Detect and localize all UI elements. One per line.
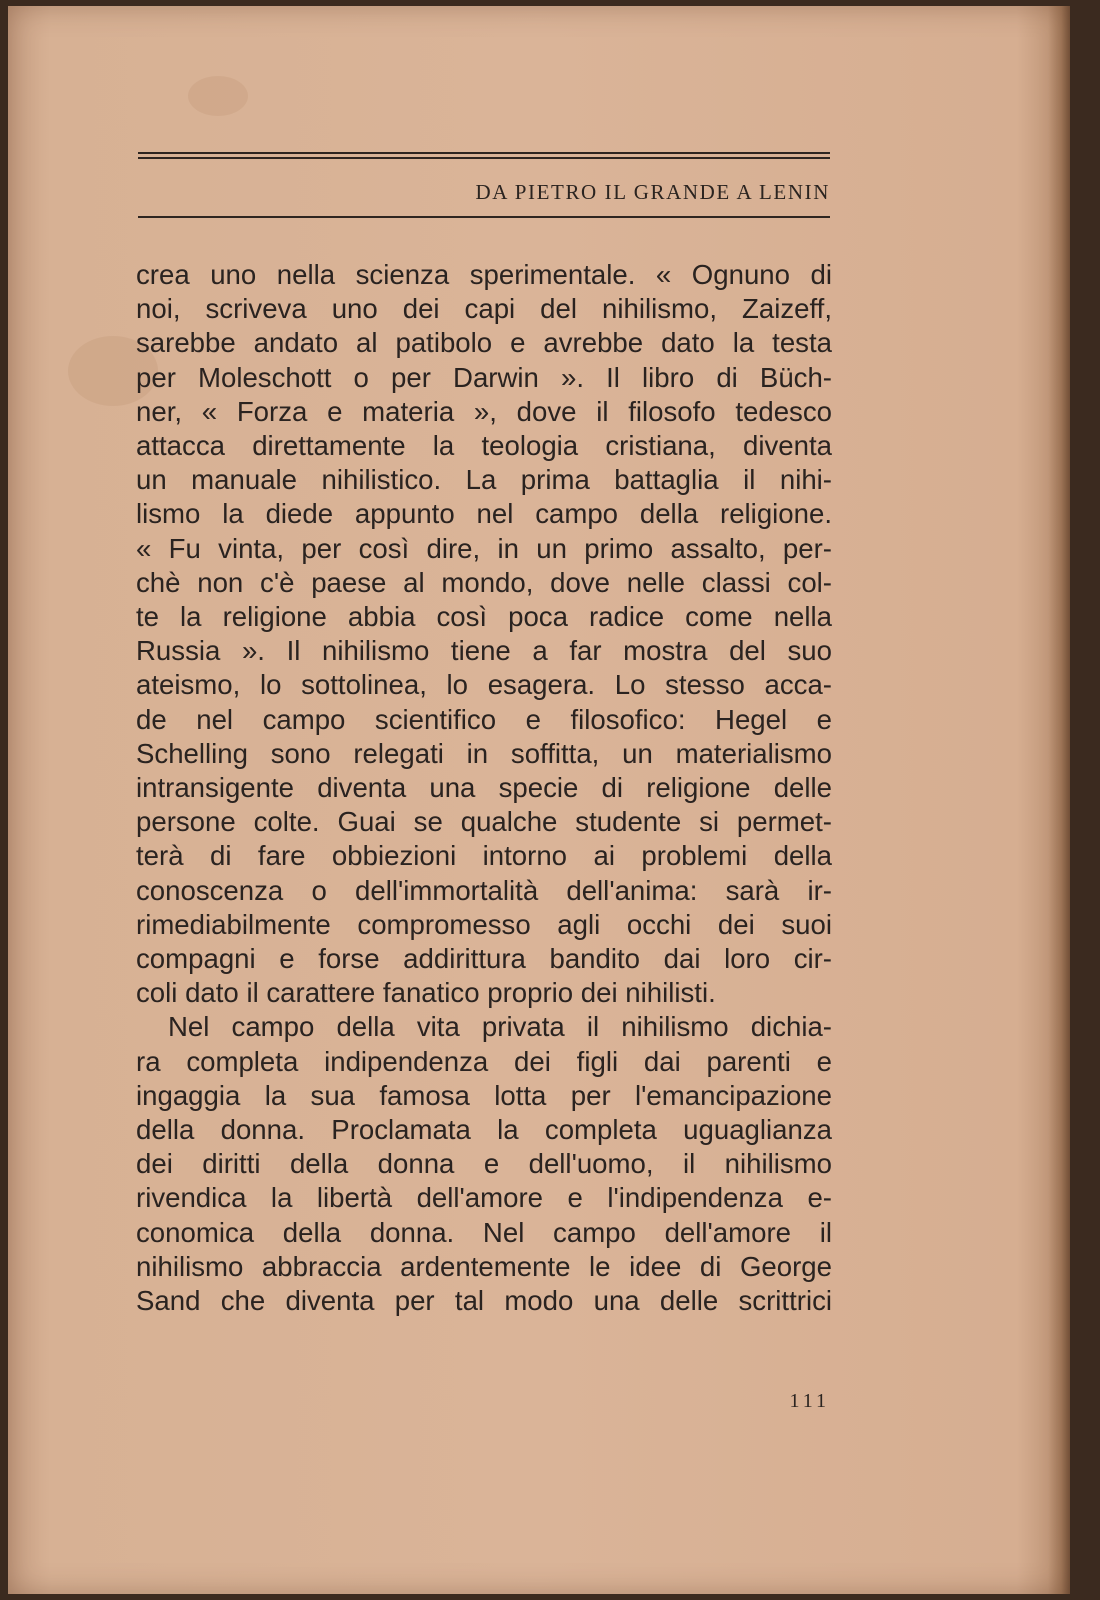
running-title: DA PIETRO IL GRANDE A LENIN — [475, 180, 830, 204]
text-line: ateismo, lo sottolinea, lo esagera. Lo stesso acca- — [136, 669, 832, 701]
text-line: conoscenza o dell'immortalità dell'anima: sarà ir- — [136, 874, 832, 906]
text-line: attacca direttamente la teologia cristiana, diventa — [136, 430, 832, 462]
text-line: conomica della donna. Nel campo dell'amore il — [136, 1216, 832, 1248]
book-page — [8, 6, 1070, 1594]
text-line: compagni e forse addirittura bandito dai loro cir- — [136, 943, 832, 975]
text-line: chè non c'è paese al mondo, dove nelle classi col- — [136, 566, 832, 598]
text-line: lismo la diede appunto nel campo della religione. — [136, 498, 832, 530]
text-line: per Moleschott o per Darwin ». Il libro di Büch- — [136, 361, 832, 393]
header-double-rule — [138, 152, 830, 159]
text-line: ra completa indipendenza dei figli dai parenti e — [136, 1045, 832, 1077]
text-line: Sand che diventa per tal modo una delle scrittrici — [136, 1285, 832, 1317]
text-line: de nel campo scientifico e filosofico: Hegel e — [136, 703, 832, 735]
text-line: intransigente diventa una specie di religione delle — [136, 772, 832, 804]
text-line: « Fu vinta, per così dire, in un primo assalto, per- — [136, 532, 832, 564]
text-line: dei diritti della donna e dell'uomo, il nihilismo — [136, 1148, 832, 1180]
text-line: sarebbe andato al patibolo e avrebbe dato la testa — [136, 327, 832, 359]
text-line: Schelling sono relegati in soffitta, un materialismo — [136, 737, 832, 769]
header-rule — [138, 216, 830, 218]
text-line: rimediabilmente compromesso agli occhi dei suoi — [136, 908, 832, 940]
text-line: persone colte. Guai se qualche studente si permet- — [136, 806, 832, 838]
text-line: noi, scriveva uno dei capi del nihilismo, Zaizeff, — [136, 293, 832, 325]
text-line: ingaggia la sua famosa lotta per l'emancipazione — [136, 1079, 832, 1111]
text-line: ner, « Forza e materia », dove il filosofo tedesco — [136, 395, 832, 427]
text-line: te la religione abbia così poca radice come nella — [136, 601, 832, 633]
text-line: coli dato il carattere fanatico proprio dei nihilisti. — [136, 977, 716, 1009]
body-text — [136, 258, 832, 1318]
page-number: 111 — [789, 1390, 830, 1412]
text-line: rivendica la libertà dell'amore e l'indipendenza e- — [136, 1182, 832, 1214]
worn-page-edge — [1048, 6, 1070, 1594]
text-line: Russia ». Il nihilismo tiene a far mostra del suo — [136, 635, 832, 667]
text-line: Nel campo della vita privata il nihilismo dichia- — [168, 1011, 832, 1043]
text-line: crea uno nella scienza sperimentale. « Ognuno di — [136, 259, 832, 290]
text-line: della donna. Proclamata la completa uguaglianza — [136, 1114, 832, 1146]
text-line: un manuale nihilistico. La prima battaglia il nihi- — [136, 464, 832, 496]
text-line: nihilismo abbraccia ardentemente le idee di George — [136, 1250, 832, 1282]
paper-stain — [188, 76, 248, 116]
text-line: terà di fare obbiezioni intorno ai problemi della — [136, 840, 832, 872]
